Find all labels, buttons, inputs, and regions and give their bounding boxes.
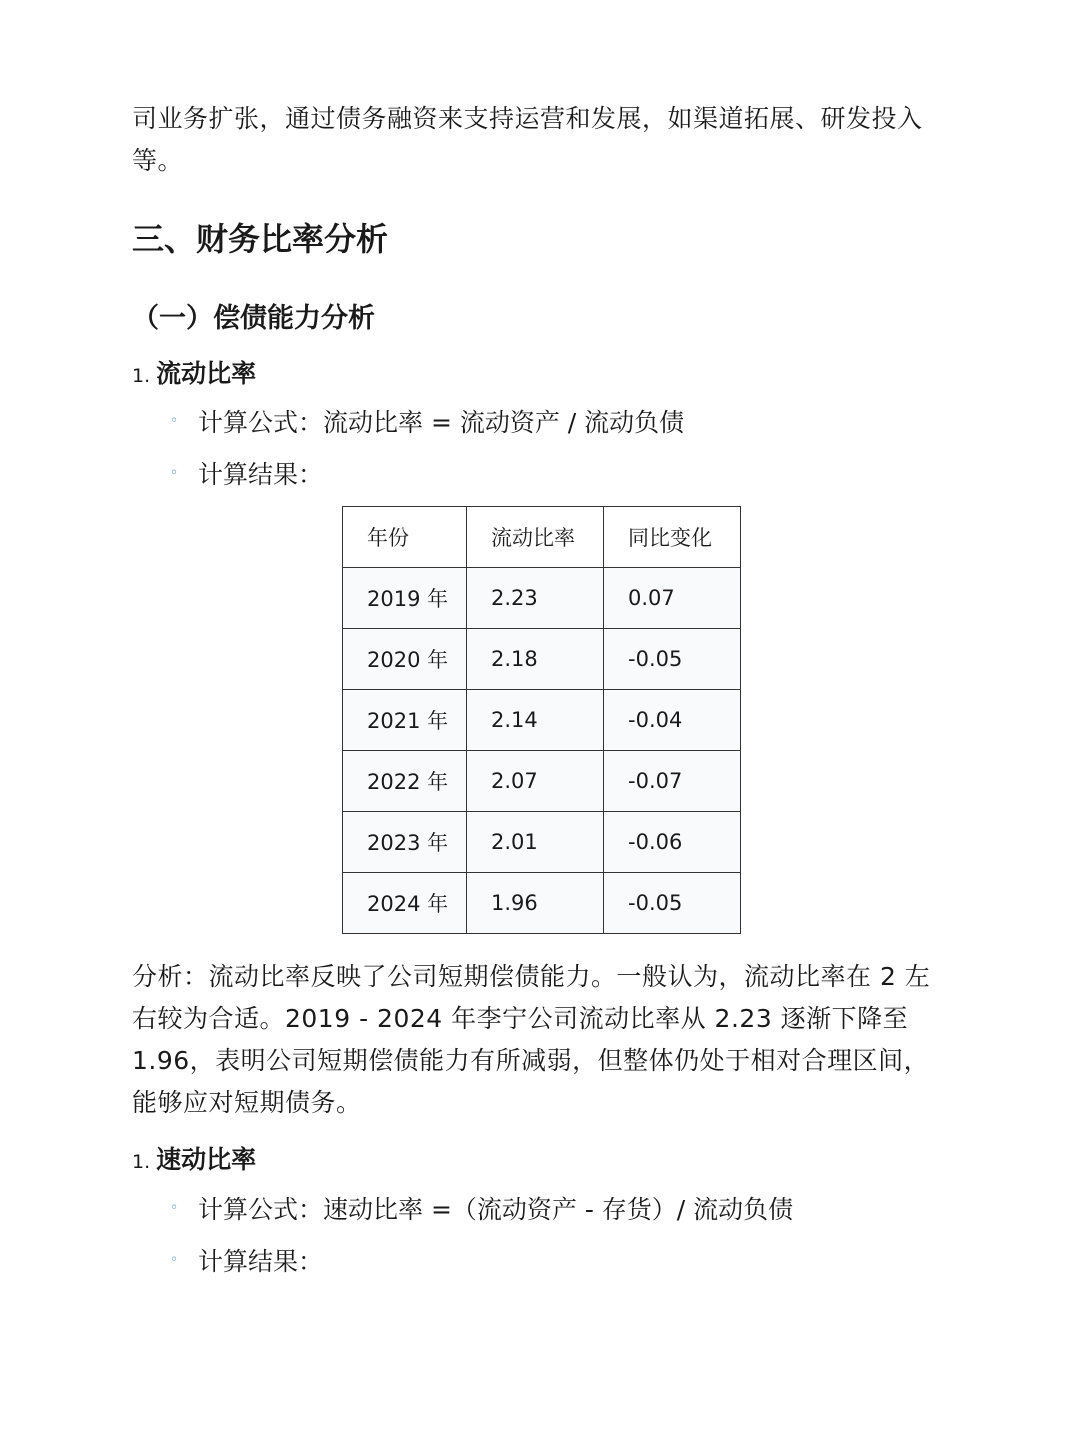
item1-number: 1. <box>132 365 151 387</box>
table-cell: 2023 年 <box>343 812 467 873</box>
current-ratio-table <box>342 506 741 934</box>
table-cell: 1.96 <box>467 873 604 934</box>
table-row <box>343 751 741 812</box>
table-cell: 2.01 <box>467 812 604 873</box>
table-cell: 2.23 <box>467 568 604 629</box>
table-cell: 2022 年 <box>343 751 467 812</box>
table-row <box>343 873 741 934</box>
item2-heading <box>132 1140 256 1176</box>
table-cell: 2021 年 <box>343 690 467 751</box>
item2-number: 1. <box>132 1151 151 1173</box>
table-cell: -0.04 <box>604 690 741 751</box>
item1-result-label: 计算结果： <box>198 460 324 489</box>
item1-title: 流动比率 <box>156 359 257 388</box>
table-row <box>343 812 741 873</box>
item2-formula-bullet <box>170 1190 793 1226</box>
item1-formula: 计算公式：流动比率 = 流动资产 / 流动负债 <box>198 408 685 437</box>
table-header-cell: 同比变化 <box>604 507 741 568</box>
item1-formula-bullet <box>170 403 684 439</box>
bullet-circle-icon: ◦ <box>170 413 179 429</box>
table-row <box>343 629 741 690</box>
table-header-cell: 年份 <box>343 507 467 568</box>
table-cell: -0.05 <box>604 629 741 690</box>
section-heading: 三、财务比率分析 <box>132 220 389 258</box>
item1-heading <box>132 354 256 390</box>
item1-result-bullet <box>170 455 323 491</box>
item2-result-bullet <box>170 1242 323 1278</box>
intro-paragraph: 司业务扩张，通过债务融资来支持运营和发展，如渠道拓展、研发投入等。 <box>132 104 923 175</box>
subsection-heading: （一）偿债能力分析 <box>132 303 375 334</box>
bullet-circle-icon: ◦ <box>170 1200 179 1216</box>
table-cell: -0.06 <box>604 812 741 873</box>
item2-title: 速动比率 <box>156 1145 257 1174</box>
table-cell: -0.07 <box>604 751 741 812</box>
table-cell: 2.07 <box>467 751 604 812</box>
item2-result-label: 计算结果： <box>198 1247 324 1276</box>
bullet-circle-icon: ◦ <box>170 465 179 481</box>
table-cell: 0.07 <box>604 568 741 629</box>
table-cell: 2.18 <box>467 629 604 690</box>
table-cell: -0.05 <box>604 873 741 934</box>
table-row <box>343 568 741 629</box>
table-cell: 2.14 <box>467 690 604 751</box>
table-cell: 2024 年 <box>343 873 467 934</box>
analysis-paragraph: 分析：流动比率反映了公司短期偿债能力。一般认为，流动比率在 2 左右较为合适。2019 - 2024 年李宁公司流动比率从 2.23 逐渐下降至 1.96，表明公司短期偿债能力有所减弱，但整体仍处于相对合理区间，能够应对短期债务。 <box>132 962 931 1117</box>
table-header-cell: 流动比率 <box>467 507 604 568</box>
item2-formula: 计算公式：速动比率 =（流动资产 - 存货）/ 流动负债 <box>198 1195 794 1224</box>
table-header-row <box>343 507 741 568</box>
bullet-circle-icon: ◦ <box>170 1252 179 1268</box>
document-page <box>132 98 952 1276</box>
table-cell: 2020 年 <box>343 629 467 690</box>
table-row <box>343 690 741 751</box>
table-cell: 2019 年 <box>343 568 467 629</box>
